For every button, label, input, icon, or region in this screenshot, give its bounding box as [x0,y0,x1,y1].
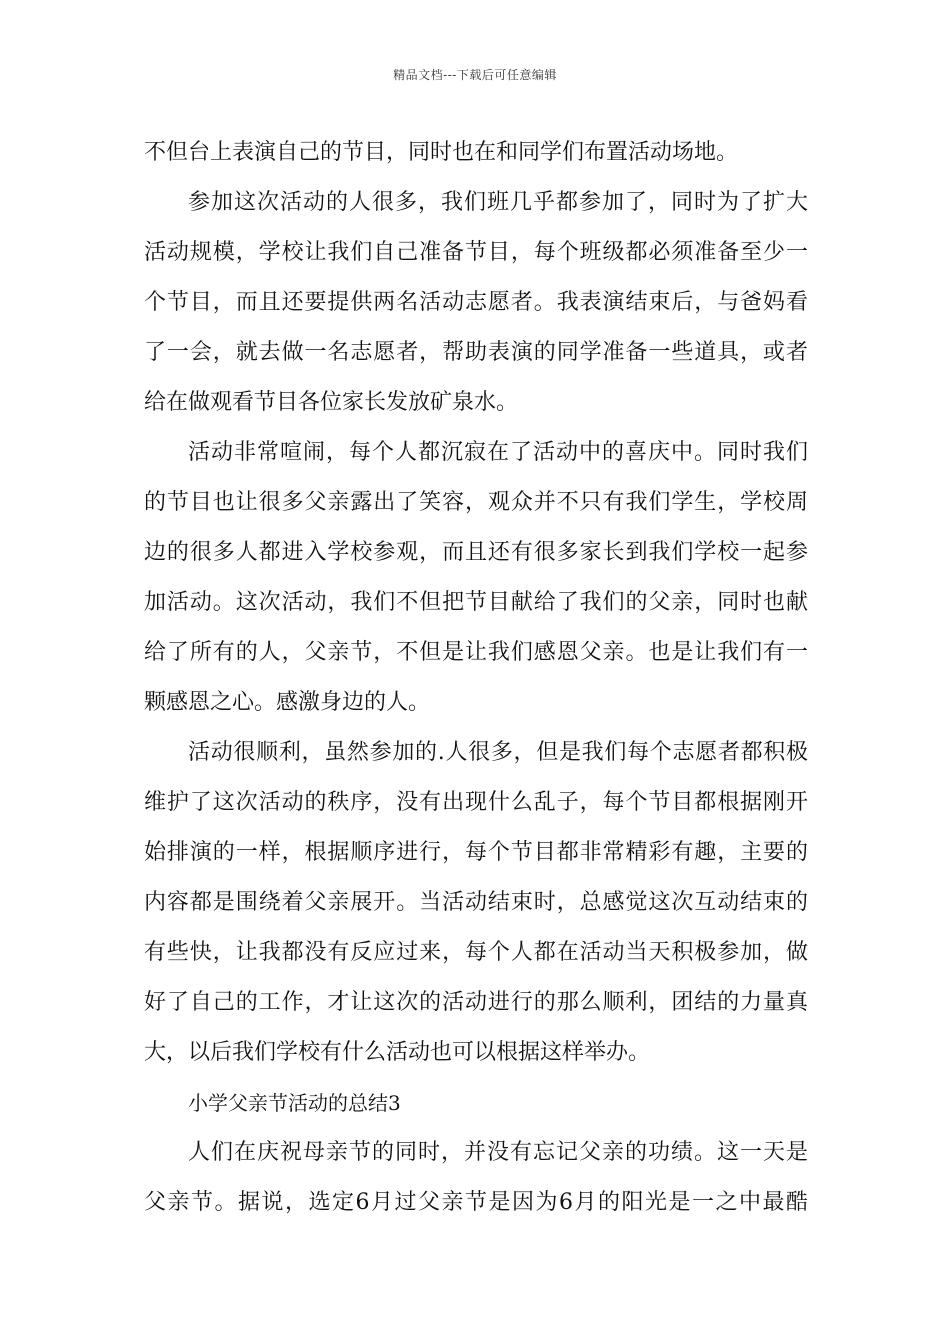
text-line: 内容都是围绕着父亲展开。当活动结束时，总感觉这次互动结束的 [144,890,808,915]
text-line: 维护了这次活动的秩序，没有出现什么乱子，每个节目都根据刚开 [144,790,808,815]
text-line: 大，以后我们学校有什么活动也可以根据这样举办。 [144,1040,651,1065]
text-line: 参加这次活动的人很多，我们班几乎都参加了，同时为了扩大 [188,190,808,215]
text-line: 父亲节。据说，选定6月过父亲节是因为6月的阳光是一之中最酷 [144,1190,808,1215]
section-heading: 小学父亲节活动的总结3 [188,1091,401,1115]
text-line: 不但台上表演自己的节目，同时也在和同学们布置活动场地。 [144,140,739,165]
text-line: 给在做观看节目各位家长发放矿泉水。 [144,390,519,415]
text-line: 活动非常喧闹，每个人都沉寂在了活动中的喜庆中。同时我们 [188,440,808,465]
text-line: 活动规模，学校让我们自己准备节目，每个班级都必须准备至少一 [144,240,808,265]
text-line: 人们在庆祝母亲节的同时，并没有忘记父亲的功绩。这一天是 [188,1140,808,1165]
text-line: 有些快，让我都没有反应过来，每个人都在活动当天积极参加，做 [144,940,808,965]
text-line: 给了所有的人，父亲节，不但是让我们感恩父亲。也是让我们有一 [144,640,808,665]
text-line: 边的很多人都进入学校参观，而且还有很多家长到我们学校一起参 [144,540,808,565]
document-body [144,128,808,1228]
text-line: 好了自己的工作，才让这次的活动进行的那么顺利，团结的力量真 [144,990,808,1015]
text-line: 颗感恩之心。感激身边的人。 [144,690,431,715]
text-line: 加活动。这次活动，我们不但把节目献给了我们的父亲，同时也献 [144,590,808,615]
text-line: 的节目也让很多父亲露出了笑容，观众并不只有我们学生，学校周 [144,490,808,515]
page-header: 精品文档---下载后可任意编辑 [393,68,557,82]
text-line: 始排演的一样，根据顺序进行，每个节目都非常精彩有趣，主要的 [144,840,808,865]
text-line: 了一会，就去做一名志愿者，帮助表演的同学准备一些道具，或者 [144,340,808,365]
text-line: 活动很顺利，虽然参加的.人很多，但是我们每个志愿者都积极 [188,740,808,765]
text-line: 个节目，而且还要提供两名活动志愿者。我表演结束后，与爸妈看 [144,290,808,315]
